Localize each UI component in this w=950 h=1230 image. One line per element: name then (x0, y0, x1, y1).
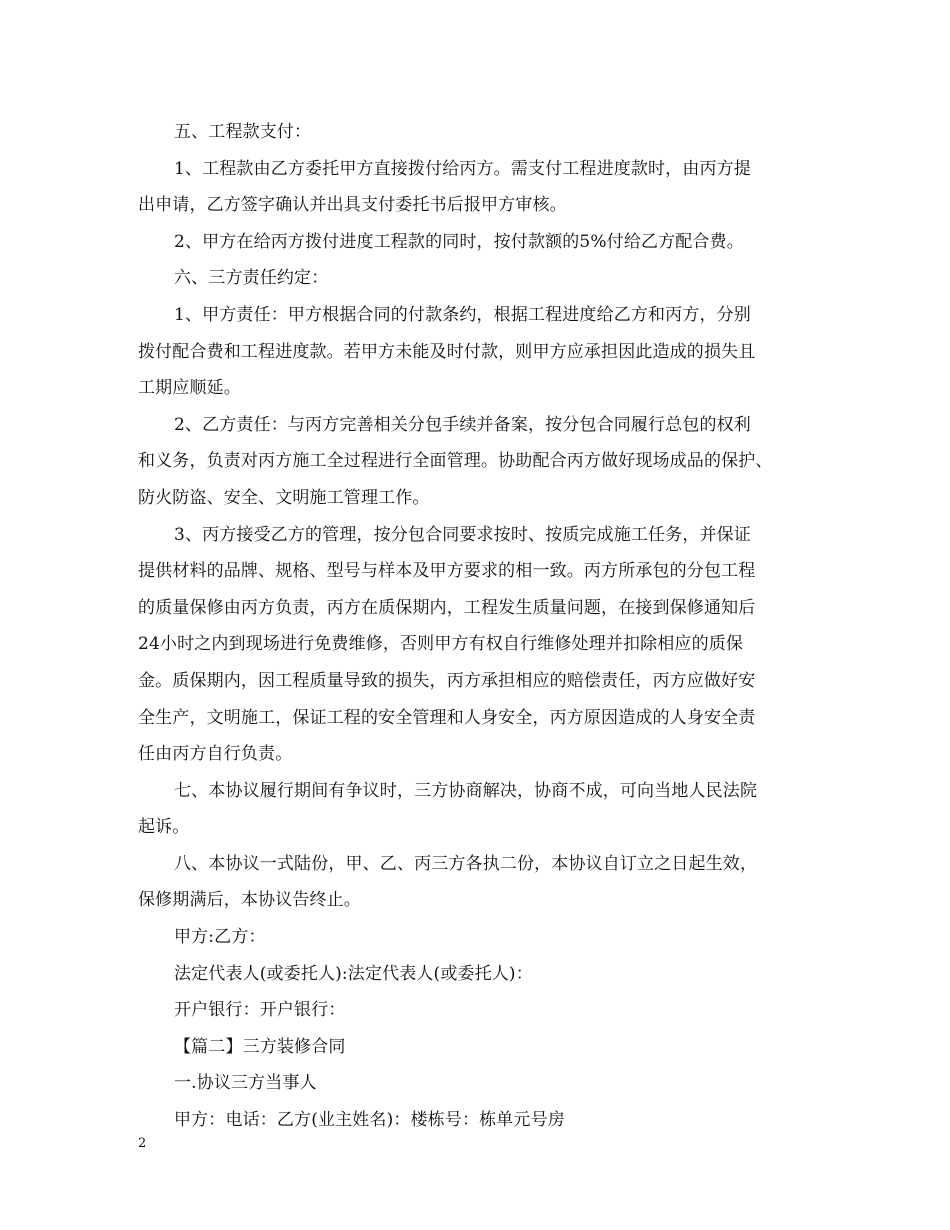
text-line: 提供材料的品牌、规格、型号与样本及甲方要求的相一致。丙方所承包的分包工程 (138, 561, 756, 582)
text-line: 法定代表人(或委托人):法定代表人(或委托人)： (174, 963, 533, 984)
text-line: 一.协议三方当事人 (174, 1073, 317, 1094)
text-line: 1、甲方责任：甲方根据合同的付款条约，根据工程进度给乙方和丙方，分别 (174, 304, 751, 325)
document-body (138, 114, 818, 1139)
text-line: 1、工程款由乙方委托甲方直接拨付给丙方。需支付工程进度款时，由丙方提 (174, 158, 751, 179)
text-line: 甲方:乙方： (174, 927, 266, 948)
text-line: 五、工程款支付： (174, 122, 312, 142)
text-line: 保修期满后，本协议告终止。 (138, 890, 361, 911)
text-line: 全生产，文明施工，保证工程的安全管理和人身安全，丙方原因造成的人身安全责 (138, 707, 756, 728)
text-line: 六、三方责任约定： (174, 268, 329, 289)
text-line: 【篇二】三方装修合同 (174, 1036, 346, 1057)
text-line: 2、甲方在给丙方拨付进度工程款的同时，按付款额的5%付给乙方配合费。 (174, 231, 744, 252)
text-line: 七、本协议履行期间有争议时，三方协商解决，协商不成，可向当地人民法院 (174, 780, 758, 801)
text-line: 24小时之内到现场进行免费维修，否则甲方有权自行维修处理并扣除相应的质保 (138, 634, 744, 655)
text-line: 开户银行：开户银行： (174, 1000, 346, 1021)
text-line: 防火防盗、安全、文明施工管理工作。 (138, 487, 430, 508)
text-line: 金。质保期内，因工程质量导致的损失，丙方承担相应的赔偿责任，丙方应做好安 (138, 670, 756, 691)
text-line: 出申请，乙方签字确认并出具支付委托书后报甲方审核。 (138, 195, 567, 216)
text-line: 甲方：电话：乙方(业主姓名)：楼栋号：栋单元号房 (174, 1110, 565, 1131)
text-line: 工期应顺延。 (138, 378, 241, 399)
text-line: 3、丙方接受乙方的管理，按分包合同要求按时、按质完成施工任务，并保证 (174, 524, 751, 545)
text-line: 起诉。 (138, 817, 190, 838)
text-line: 的质量保修由丙方负责，丙方在质保期内，工程发生质量问题，在接到保修通知后 (138, 597, 756, 618)
text-line: 八、本协议一式陆份，甲、乙、丙三方各执二份，本协议自订立之日起生效， (174, 853, 758, 874)
text-line: 任由丙方自行负责。 (138, 744, 293, 765)
text-line: 和义务，负责对丙方施工全过程进行全面管理。协助配合丙方做好现场成品的保护、 (138, 451, 773, 472)
text-line: 拨付配合费和工程进度款。若甲方未能及时付款，则甲方应承担因此造成的损失且 (138, 341, 756, 362)
page-number: 2 (138, 1136, 147, 1151)
text-line: 2、乙方责任：与丙方完善相关分包手续并备案，按分包合同履行总包的权利 (174, 414, 751, 435)
